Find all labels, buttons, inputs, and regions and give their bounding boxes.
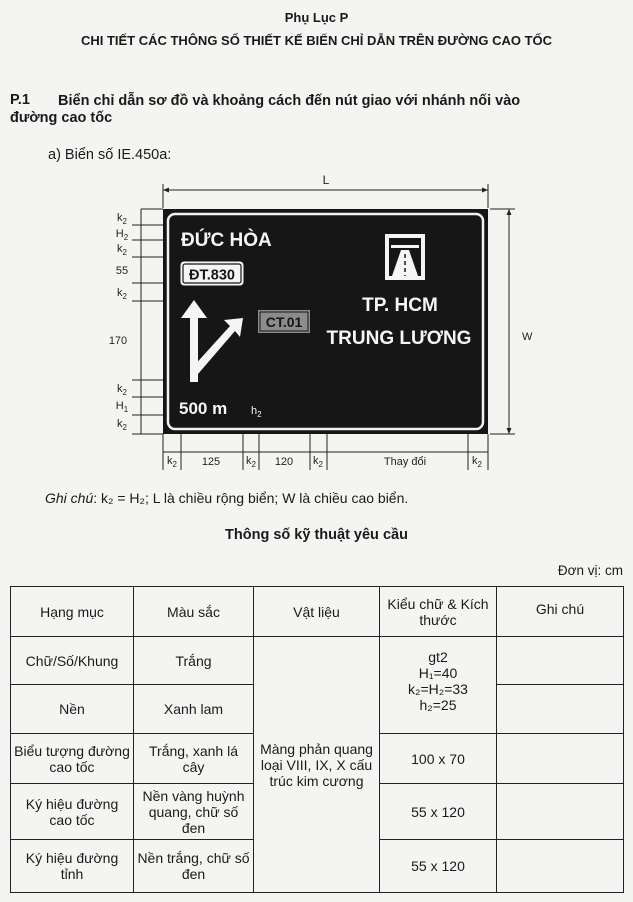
- row-remark: [497, 685, 624, 734]
- dim-bottom-k2-1: $k_2$: [167, 455, 177, 469]
- row-item: Ký hiệu đường tỉnh: [11, 840, 134, 893]
- section-title-line2: đường cao tốc: [10, 110, 113, 126]
- font-size-line: H₁=40: [418, 665, 458, 681]
- dim-left-H2: $H_2$: [115, 228, 129, 242]
- dim-bottom-125: 125: [201, 456, 221, 468]
- section-number: P.1: [10, 92, 30, 108]
- row-size: 100 x 70: [380, 734, 497, 784]
- font-size-cell: [380, 637, 497, 734]
- font-size-line: k₂=H₂=33: [408, 681, 468, 697]
- width-label: L: [322, 173, 330, 187]
- subitem-label: a) Biển số IE.450a:: [48, 147, 172, 163]
- route-badge-top-text: ĐT.830: [189, 267, 235, 284]
- row-remark: [497, 840, 624, 893]
- font-size-line: h₂=25: [419, 697, 457, 713]
- header-material: Vật liệu: [254, 587, 380, 637]
- row-size: 55 x 120: [380, 840, 497, 893]
- dim-left-k2-3: $k_2$: [117, 287, 127, 301]
- header-item: Hạng mục: [11, 587, 134, 637]
- sign-h2-label: $h_2$: [251, 405, 262, 419]
- dim-left-k2-5: $k_2$: [117, 418, 127, 432]
- dim-bottom-k2-2: $k_2$: [246, 455, 256, 469]
- sign-distance: 500 m: [179, 399, 228, 418]
- spec-heading: Thông số kỹ thuật yêu cầu: [225, 527, 408, 543]
- height-label: W: [522, 331, 533, 343]
- row-remark: [497, 637, 624, 685]
- dim-left-k2-4: $k_2$: [117, 383, 127, 397]
- row-item: Ký hiệu đường cao tốc: [11, 784, 134, 840]
- dim-left-170: 170: [108, 335, 128, 347]
- spec-table: [10, 586, 624, 893]
- dim-left-H1: $H_1$: [115, 400, 129, 414]
- dim-left-k2-2: $k_2$: [117, 243, 127, 257]
- header-font-size: Kiểu chữ & Kích thước: [380, 587, 497, 637]
- row-item: Nền: [11, 685, 134, 734]
- row-item: Chữ/Số/Khung: [11, 637, 134, 685]
- dim-bottom-variable: Thay đổi: [383, 456, 427, 468]
- dim-left-55: 55: [115, 265, 129, 277]
- section-title-line1: Biển chỉ dẫn sơ đồ và khoảng cách đến nút giao với nhánh nối vào: [58, 93, 521, 109]
- row-size: 55 x 120: [380, 784, 497, 840]
- note-text: : k₂ = H₂; L là chiều rộng biển; W là chiều cao biển.: [93, 490, 409, 506]
- header-color: Màu sắc: [134, 587, 254, 637]
- table-header-row: [11, 587, 624, 637]
- sign-destination-top: ĐỨC HÒA: [181, 230, 272, 251]
- diagram-note: [45, 490, 408, 506]
- font-size-line: gt2: [428, 649, 448, 665]
- dim-left-k2-1: $k_2$: [117, 212, 127, 226]
- row-color: Xanh lam: [134, 685, 254, 734]
- appendix-title: Phụ Lục P: [284, 10, 349, 25]
- header-remark: Ghi chú: [497, 587, 624, 637]
- row-remark: [497, 784, 624, 840]
- expressway-symbol-icon: [385, 234, 425, 280]
- row-item: Biểu tượng đường cao tốc: [11, 734, 134, 784]
- dim-bottom-k2-3: $k_2$: [313, 455, 323, 469]
- note-label: Ghi chú: [45, 490, 94, 506]
- expressway-badge-text: CT.01: [265, 314, 303, 330]
- dim-bottom-120: 120: [274, 456, 294, 468]
- row-color: Nền vàng huỳnh quang, chữ số đen: [134, 784, 254, 840]
- row-remark: [497, 734, 624, 784]
- sign-destination-line1: TP. HCM: [362, 295, 438, 316]
- row-color: Trắng: [134, 637, 254, 685]
- row-color: Nền trắng, chữ số đen: [134, 840, 254, 893]
- unit-label: Đơn vị: cm: [557, 563, 623, 578]
- appendix-subtitle: CHI TIẾT CÁC THÔNG SỐ THIẾT KẾ BIỂN CHỈ DẪN TRÊN ĐƯỜNG CAO TỐC: [80, 33, 553, 48]
- dim-bottom-k2-4: $k_2$: [472, 455, 482, 469]
- row-color: Trắng, xanh lá cây: [134, 734, 254, 784]
- material-cell: Màng phản quang loại VIII, IX, X cấu trúc kim cương: [254, 637, 380, 893]
- table-row: [11, 637, 624, 685]
- sign-destination-line2: TRUNG LƯƠNG: [326, 328, 472, 349]
